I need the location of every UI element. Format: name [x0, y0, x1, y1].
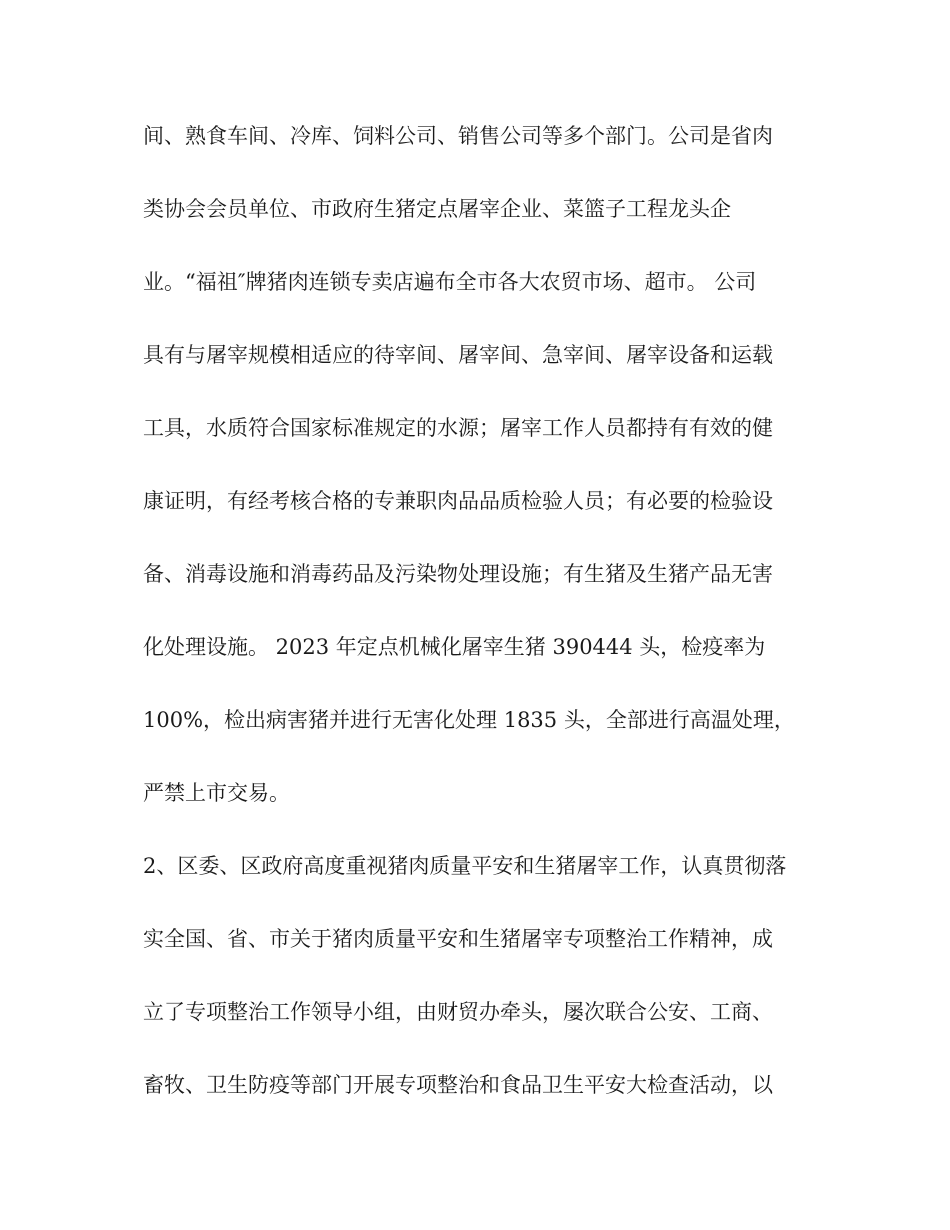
text-line: 2、区委、区政府高度重视猪肉质量平安和生猪屠宰工作，认真贯彻落 — [143, 854, 787, 878]
text-line: 间、熟食车间、冷库、饲料公司、销售公司等多个部门。公司是省肉 — [143, 124, 773, 148]
text-line: 工具，水质符合国家标准规定的水源；屠宰工作人员都持有有效的健 — [143, 416, 773, 440]
text-line: 化处理设施。 2023 年定点机械化屠宰生猪 390444 头，检疫率为 — [143, 635, 766, 659]
text-line: 类协会会员单位、市政府生猪定点屠宰企业、菜篮子工程龙头企 — [143, 197, 731, 221]
text-line: 立了专项整治工作领导小组，由财贸办牵头，屡次联合公安、工商、 — [143, 1000, 773, 1024]
text-line: 100%，检出病害猪并进行无害化处理 1835 头，全部进行高温处理， — [143, 708, 795, 732]
text-line: 备、消毒设施和消毒药品及污染物处理设施；有生猪及生猪产品无害 — [143, 562, 773, 586]
text-line: 业。“福祖″牌猪肉连锁专卖店遍布全市各大农贸市场、超市。 公司 — [143, 270, 757, 294]
text-line: 实全国、省、市关于猪肉质量平安和生猪屠宰专项整治工作精神，成 — [143, 927, 773, 951]
text-line: 具有与屠宰规模相适应的待宰间、屠宰间、急宰间、屠宰设备和运载 — [143, 343, 773, 367]
text-line: 严禁上市交易。 — [143, 781, 290, 805]
text-line: 康证明，有经考核合格的专兼职肉品品质检验人员；有必要的检验设 — [143, 489, 773, 513]
text-line: 畜牧、卫生防疫等部门开展专项整治和食品卫生平安大检查活动，以 — [143, 1073, 773, 1097]
